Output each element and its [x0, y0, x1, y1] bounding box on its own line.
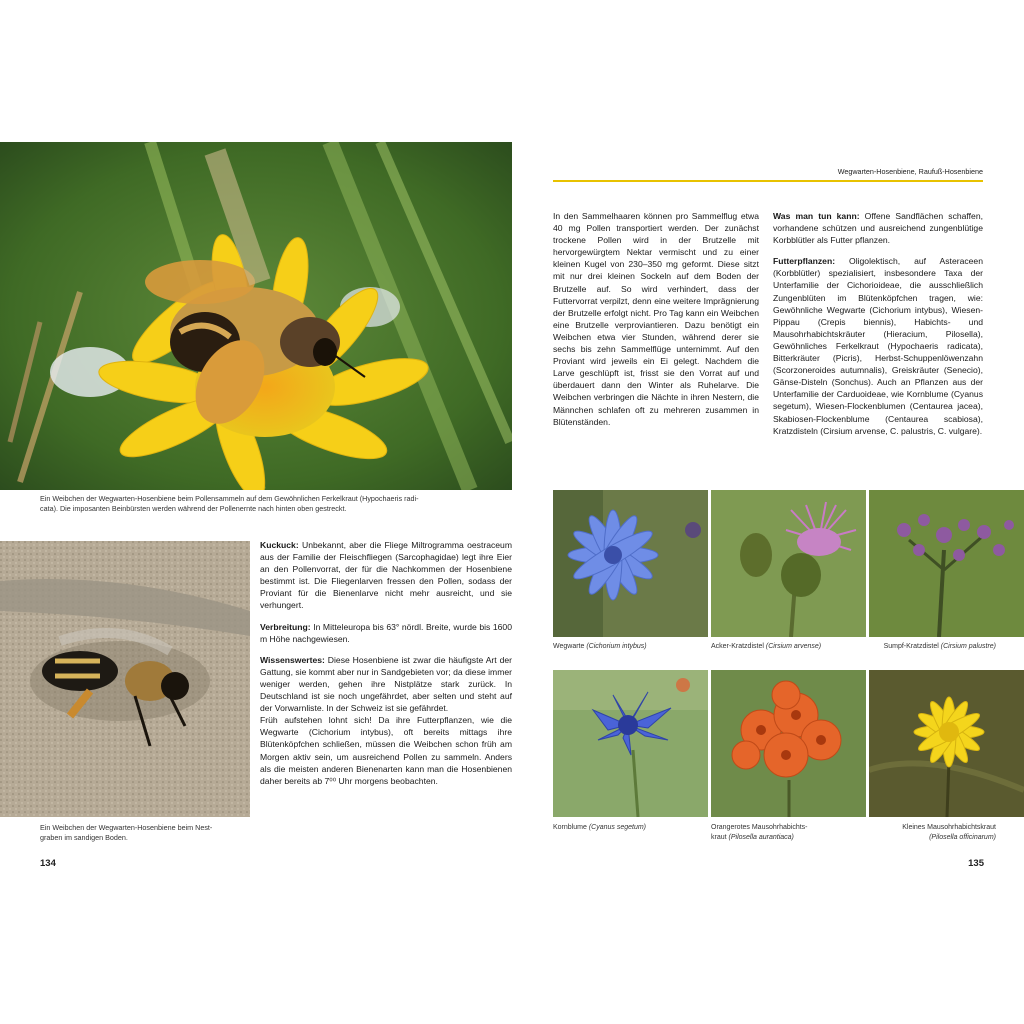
- left-body-text: [260, 539, 512, 796]
- orangerotes-mausohrhabichtskraut-photo: [711, 670, 866, 817]
- frueh-paragraph: Früh aufstehen lohnt sich! Da ihre Futterpflanzen, wie die Wegwarte (Cichorium intybus), oft bereits mittags ihre Blütenköpfchen schließen, müssen die Weibchen schon früh am Morgen aktiv sein, um ausreichend Pollen zu sammeln. Anders als die meisten anderen Bienenarten kann man die Hosenbienen daher bereits ab 7⁰⁰ Uhr morgens beobachten.: [260, 715, 512, 786]
- acker-kratzdistel-photo: [711, 490, 866, 637]
- caption-kleines-mausohrhabichtskraut: Kleines Mausohrhabichtskraut (Pilosella officinarum): [902, 824, 996, 841]
- wissenswertes-paragraph: Wissenswertes: Diese Hosenbiene ist zwar die häufigste Art der Gattung, sie kommt aber nur in Sandgebieten vor; da diese immer weniger werden, gehen ihre Nistplätze stark zurück. In Deutschland ist sie noch ungefährdet, aber selten und steht auf der Vorwarnliste. In der Schweiz ist sie gefährdet.: [260, 654, 512, 714]
- right-column-1: In den Sammelhaaren können pro Sammelflug etwa 40 mg Pollen transportiert werden. Der zunächst trockene Pollen wird in der Brutzelle mit hervorgewürgtem Nektar vermischt und zu einer kleinen Kugel von 230–350 mg geformt. Diese sitzt mit nur drei kleinen Sockeln auf dem Boden der Brutzelle auf. So wird verhindert, dass der Futtervorrat verpilzt, denn eine weitere Imprägnierung der Brutzelle erfolgt nicht. Pro Tag kann ein Weibchen eine Brutzelle verproviantieren. Dazu benötigt ein Weibchen etwa vier Stunden, während derer sie sechs bis zehn Sammelflüge unternimmt. Auf den Proviant wird jeweils ein Ei gelegt. Nachdem die Larve geschlüpft ist, frisst sie den Vorrat auf und überdauert dann den Winter als Ruhelarve. Die Weibchen verbringen die Nächte in ihren Nestern, die Männchen schlafen oft zu mehreren zusammen in Blütenständen.: [553, 211, 759, 427]
- caption-kornblume: Kornblume (Cyanus segetum): [553, 824, 647, 831]
- verbreitung-paragraph: Verbreitung: In Mitteleuropa bis 63° nördl. Breite, wurde bis 1600 m Höhe nachgewiesen.: [260, 621, 512, 644]
- was-man-tun-kann-paragraph: Was man tun kann: Offene Sandflächen schaffen, vorhandene schützen und ausreichend zungenblütige Korbblütler als Futter pflanzen.: [773, 211, 983, 246]
- kleines-mausohrhabichtskraut-photo: [869, 670, 1024, 817]
- header-rule: [553, 180, 983, 182]
- page-number-left: 134: [40, 858, 56, 869]
- caption-wegwarte: Wegwarte (Cichorium intybus): [553, 643, 647, 650]
- wegwarte-photo: [553, 490, 708, 637]
- nest-photo-caption: Ein Weibchen der Wegwarten-Hosenbiene beim Nest- graben im sandigen Boden.: [40, 823, 213, 842]
- sumpf-kratzdistel-photo: [869, 490, 1024, 637]
- running-header: Wegwarten-Hosenbiene, Raufuß-Hosenbiene: [837, 167, 983, 176]
- kornblume-photo: [553, 670, 708, 817]
- caption-sumpf-kratzdistel: Sumpf-Kratzdistel (Cirsium palustre): [883, 643, 996, 650]
- bee-on-flower-photo: [0, 142, 512, 490]
- bee-nest-photo: [0, 541, 250, 817]
- caption-orangerotes-mausohrhabichtskraut: Orangerotes Mausohrhabichts- kraut (Pilosella aurantiaca): [711, 824, 808, 841]
- page-number-right: 135: [968, 858, 984, 869]
- kuckuck-paragraph: Kuckuck: Unbekannt, aber die Fliege Miltrogramma oestraceum aus der Familie der Fleischfliegen (Sarcophagidae) legt ihre Eier an den Pollenvorrat, der für die Nachkommen der Hosenbiene bestimmt ist. Die Fliegenlarven fressen den Pollen, sodass der Proviant für die Bienenlarve nicht mehr ausreicht, und sie verhungert.: [260, 540, 512, 611]
- bee-photo-caption: Ein Weibchen der Wegwarten-Hosenbiene beim Pollensammeln auf dem Gewöhnlichen Ferkelkraut (Hypochaeris radi- cata). Die imposanten Beinbürsten werden während der Pollenernte nach hinten oben gestreckt.: [40, 494, 419, 513]
- futterpflanzen-paragraph: Futterpflanzen: Oligolektisch, auf Asteraceen (Korbblütler) spezialisiert, insbesondere Taxa der Unterfamilie der Cichorioideae, die ausschließlich Zungenblüten im Blütenköpfchen tragen, wie: Gewöhnliche Wegwarte (Cichorium intybus), Wiesen-Pippau (Crepis biennis), Habichts- und Mausohrhabichtskräuter (Hieracium, Pilosella), Gewöhnliches Ferkelkraut (Hypochaeris radicata), Bitterkräuter (Picris), Herbst-Schuppenlöwenzahn (Scorzoneroides autumnalis), Greiskräuter (Senecio), Gänse-Disteln (Sonchus). Auch an Pflanzen aus der Unterfamilie der Carduoideae, wie Kornblume (Cyanus segetum), Wiesen-Flockenblumen (Centaurea jacea), Skabiosen-Flockenblume (Centaurea scabiosa), Kratzdisteln (Cirsium arvense, C. palustris, C. vulgare).: [773, 256, 983, 436]
- right-column-2: [773, 210, 983, 446]
- caption-acker-kratzdistel: Acker-Kratzdistel (Cirsium arvense): [711, 643, 822, 650]
